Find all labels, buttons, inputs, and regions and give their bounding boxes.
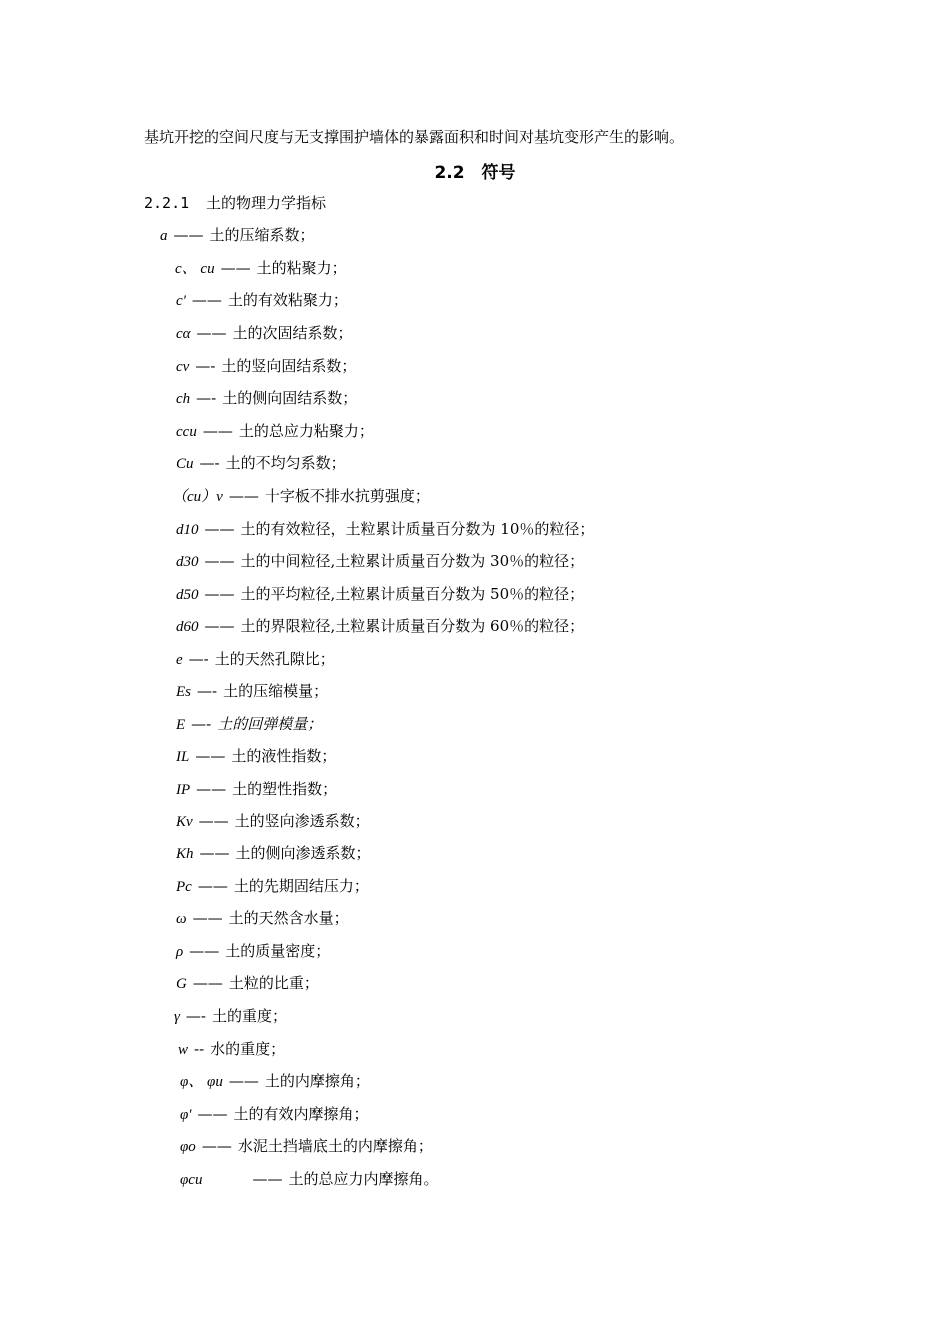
symbol: d30 [176, 554, 199, 570]
symbol-item [175, 258, 347, 279]
symbol-description: 土的质量密度； [225, 942, 331, 960]
dash: —— [228, 1072, 259, 1090]
symbol-item [176, 779, 337, 800]
dash: —— [220, 259, 251, 277]
symbol-description: 土的塑性指数； [232, 780, 338, 798]
dash: —— [189, 942, 220, 960]
symbol-item [176, 551, 584, 572]
symbol-item [176, 323, 353, 344]
symbol-description: 土的粘聚力； [256, 259, 347, 277]
dash: —- [185, 1007, 206, 1025]
symbol: IP [176, 782, 191, 798]
symbol-description: 土的有效粘聚力； [227, 291, 348, 309]
dash: —— [228, 487, 259, 505]
symbol-item [180, 1169, 438, 1190]
symbol: cα [176, 326, 191, 342]
dash: —- [196, 389, 217, 407]
symbol: IL [176, 749, 190, 765]
symbol: a [160, 228, 168, 244]
symbol: ω [176, 911, 187, 927]
symbol: ch [176, 391, 191, 407]
dash: —— [204, 585, 235, 603]
subsection-heading [144, 192, 326, 213]
dash: —— [197, 1105, 228, 1123]
symbol-item [176, 290, 348, 311]
dash: —— [197, 877, 228, 895]
symbol: ccu [176, 424, 197, 440]
symbol: G [176, 976, 187, 992]
symbol-description: 土的侧向渗透系数； [235, 844, 371, 862]
symbol-item [176, 681, 328, 702]
symbol: e [176, 652, 183, 668]
symbol-description: 土的回弹模量； [217, 715, 323, 733]
symbol-description: 土的先期固结压力； [233, 877, 369, 895]
symbol-description: 水的重度； [210, 1040, 286, 1058]
symbol-item [178, 1039, 285, 1060]
symbol: Es [176, 684, 191, 700]
symbol-description: 土的有效粒径，土粒累计质量百分数为 10％的粒径； [240, 520, 595, 538]
symbol-description: 土的平均粒径,土粒累计质量百分数为 50％的粒径； [240, 585, 585, 603]
symbol-description: 土的天然孔隙比； [214, 650, 335, 668]
dash: —— [173, 226, 204, 244]
symbol-description: 土的竖向固结系数； [221, 357, 357, 375]
subsection-number: 2.2.1 [144, 194, 190, 212]
section-heading: 2.2 符号 [434, 163, 516, 183]
symbol: （cu）v [172, 489, 223, 505]
dash: —- [197, 682, 218, 700]
symbol-description: 土的不均匀系数； [225, 454, 346, 472]
symbol-item [160, 225, 315, 246]
symbol: Cu [176, 456, 194, 472]
symbol-description: 土的中间粒径,土粒累计质量百分数为 30％的粒径； [240, 552, 585, 570]
symbol: γ [174, 1009, 180, 1025]
symbol-item [176, 356, 356, 377]
symbol-item [180, 1104, 369, 1125]
intro-paragraph: 基坑开挖的空间尺度与无支撑围护墙体的暴露面积和时间对基坑变形产生的影响。 [144, 128, 685, 146]
symbol: φ' [180, 1107, 192, 1123]
dash: —— [191, 291, 222, 309]
symbol-item [176, 453, 346, 474]
dash: —— [198, 812, 229, 830]
symbol-description: 土粒的比重； [228, 974, 319, 992]
symbol: cv [176, 359, 190, 375]
symbol-item [180, 1136, 433, 1157]
symbol-item [176, 941, 330, 962]
symbol-item [176, 421, 374, 442]
dash: —— [199, 844, 230, 862]
symbol: Kv [176, 814, 193, 830]
symbol: Kh [176, 846, 194, 862]
symbol: E [176, 717, 186, 733]
symbol-item [172, 486, 430, 507]
symbol: c、 cu [175, 261, 215, 277]
symbol-description: 土的界限粒径,土粒累计质量百分数为 60％的粒径； [240, 617, 585, 635]
dash: —— [202, 422, 233, 440]
dash: —— [252, 1170, 283, 1188]
dash: —— [201, 1137, 232, 1155]
symbol: φ、 φu [180, 1074, 223, 1090]
symbol-item [176, 746, 336, 767]
symbol-item [176, 811, 370, 832]
symbol: d60 [176, 619, 199, 635]
symbol-description: 水泥土挡墙底土的内摩擦角； [237, 1137, 433, 1155]
symbol-item [176, 714, 322, 735]
symbol-description: 土的内摩擦角； [264, 1072, 370, 1090]
dash: —— [204, 552, 235, 570]
dash: —- [195, 357, 216, 375]
dash: —— [192, 909, 223, 927]
symbol-description: 土的天然含水量； [228, 909, 349, 927]
symbol: Pc [176, 879, 192, 895]
symbol-item [174, 1006, 287, 1027]
symbol-item [176, 908, 349, 929]
symbol-item [176, 876, 369, 897]
symbol-item [176, 388, 357, 409]
symbol-item [176, 616, 584, 637]
symbol-description: 土的总应力粘聚力； [238, 422, 374, 440]
symbol: φcu [180, 1172, 203, 1188]
symbol-description: 土的总应力内摩擦角。 [288, 1170, 439, 1188]
dash: —— [204, 520, 235, 538]
symbol-item [176, 584, 584, 605]
dash: —— [195, 747, 226, 765]
dash: -- [194, 1040, 205, 1058]
dash: —- [188, 650, 209, 668]
symbol-description: 土的次固结系数； [232, 324, 353, 342]
symbol: ρ [176, 944, 184, 960]
dash: —— [192, 974, 223, 992]
dash: —- [199, 454, 220, 472]
dash: —— [196, 780, 227, 798]
dash: —— [196, 324, 227, 342]
symbol-item [176, 973, 319, 994]
symbol: d10 [176, 522, 199, 538]
symbol-item [176, 519, 594, 540]
symbol-description: 土的重度； [212, 1007, 288, 1025]
symbol-item [176, 843, 371, 864]
symbol-description: 十字板不排水抗剪强度； [264, 487, 430, 505]
symbol: d50 [176, 587, 199, 603]
symbol: φo [180, 1139, 196, 1155]
symbol-description: 土的液性指数； [231, 747, 337, 765]
symbol-description: 土的有效内摩擦角； [233, 1105, 369, 1123]
dash: —— [204, 617, 235, 635]
symbol-item [176, 649, 335, 670]
symbol-description: 土的竖向渗透系数； [234, 812, 370, 830]
symbol-description: 土的压缩模量； [223, 682, 329, 700]
symbol-description: 土的压缩系数； [209, 226, 315, 244]
symbol-item [180, 1071, 370, 1092]
subsection-title: 土的物理力学指标 [205, 194, 326, 212]
symbol-description: 土的侧向固结系数； [222, 389, 358, 407]
dash: —- [191, 715, 212, 733]
symbol: c' [176, 293, 186, 309]
symbol: w [178, 1042, 189, 1058]
